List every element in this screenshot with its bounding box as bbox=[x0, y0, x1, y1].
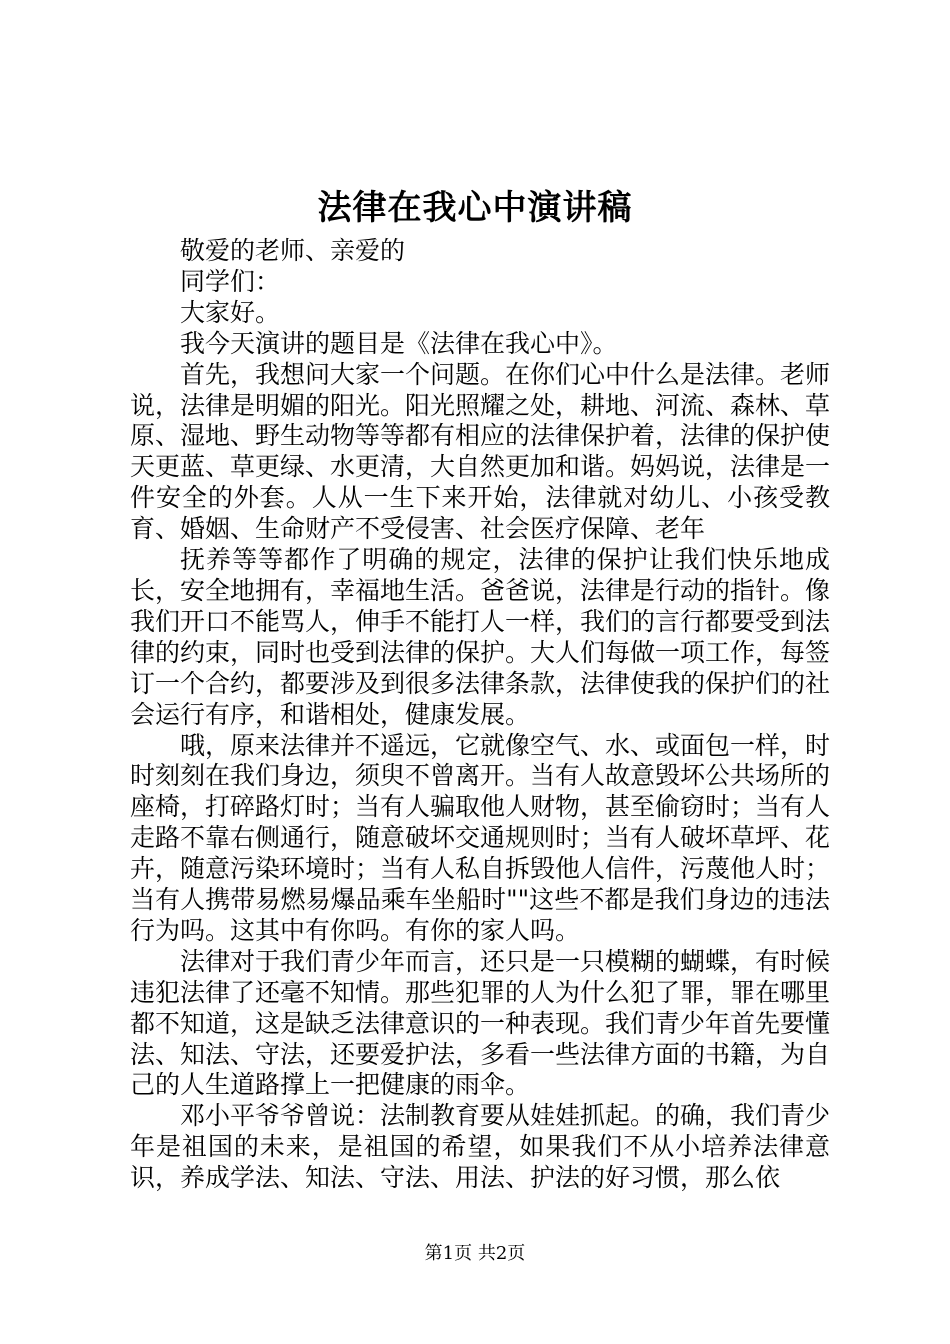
paragraph-body-2: 抚养等等都作了明确的规定，法律的保护让我们快乐地成长，安全地拥有，幸福地生活。爸爸说，法律是行动的指针。像我们开口不能骂人，伸手不能打人一样，我们的言行都要受到法律的约束，同时也受到法律的保护。大人们每做一项工作，每签订一个合约，都要涉及到很多法律条款，法律使我的保护们的社会运行有序，和谐相处，健康发展。 bbox=[130, 545, 831, 729]
page-footer: 第1页 共2页 bbox=[424, 1243, 526, 1264]
document-body bbox=[130, 236, 830, 1194]
paragraph-body-3: 哦，原来法律并不遥远，它就像空气、水、或面包一样，时时刻刻在我们身边，须臾不曾离开。当有人故意毁坏公共场所的座椅，打碎路灯时；当有人骗取他人财物，甚至偷窃时；当有人走路不靠右侧通行，随意破坏交通规则时；当有人破坏草坪、花卉，随意污染环境时；当有人私自拆毁他人信件，污蔑他人时；当有人携带易燃易爆品乘车坐船时""这些不都是我们身边的违法行为吗。这其中有你吗。有你的家人吗。 bbox=[130, 730, 831, 945]
paragraph-greeting-3: 大家好。 bbox=[180, 297, 281, 327]
paragraph-greeting-2: 同学们： bbox=[180, 266, 281, 296]
paragraph-greeting-1: 敬爱的老师、亲爱的 bbox=[180, 236, 406, 265]
paragraph-topic: 我今天演讲的题目是《法律在我心中》。 bbox=[180, 328, 618, 358]
paragraph-body-5: 邓小平爷爷曾说：法制教育要从娃娃抓起。的确，我们青少年是祖国的未来，是祖国的希望，如果我们不从小培养法律意识，养成学法、知法、守法、用法、护法的好习惯，那么依 bbox=[130, 1101, 831, 1193]
paragraph-body-1: 首先，我想问大家一个问题。在你们心中什么是法律。老师说，法律是明媚的阳光。阳光照耀之处，耕地、河流、森林、草原、湿地、野生动物等等都有相应的法律保护着，法律的保护使天更蓝、草更绿、水更清，大自然更加和谐。妈妈说，法律是一件安全的外套。人从一生下来开始，法律就对幼儿、小孩受教育、婚姻、生命财产不受侵害、社会医疗保障、老年 bbox=[130, 359, 831, 544]
paragraph-body-4: 法律对于我们青少年而言，还只是一只模糊的蝴蝶，有时候违犯法律了还毫不知情。那些犯罪的人为什么犯了罪，罪在哪里都不知道，这是缺乏法律意识的一种表现。我们青少年首先要懂法、知法、守法，还要爱护法，多看一些法律方面的书籍，为自己的人生道路撑上一把健康的雨伞。 bbox=[130, 946, 831, 1100]
document-title: 法律在我心中演讲稿 bbox=[317, 188, 633, 228]
